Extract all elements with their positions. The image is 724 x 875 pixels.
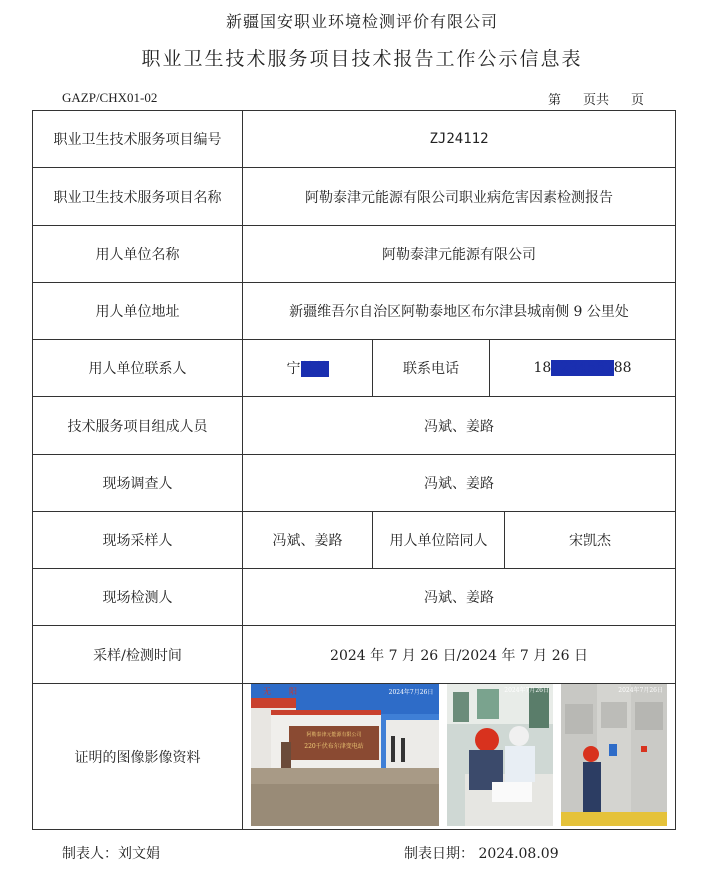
prepared-date: 制表日期： 2024.08.09 xyxy=(404,846,559,862)
employer-label: 用人单位名称 xyxy=(33,226,243,283)
page-label-1: 第 xyxy=(548,93,562,108)
testing-label: 现场检测人 xyxy=(33,569,243,626)
team-value: 冯斌、姜路 xyxy=(243,397,676,455)
contact-name-visible: 宁 xyxy=(286,361,301,377)
form-code: GAZP/CHX01-02 xyxy=(62,90,158,105)
preparer: 制表人：刘文娟 xyxy=(62,846,160,862)
employer-value: 阿勒泰津元能源有限公司 xyxy=(243,226,676,283)
team-label: 技术服务项目组成人员 xyxy=(33,397,243,455)
project-no-value: ZJ24112 xyxy=(243,111,676,168)
address-label: 用人单位地址 xyxy=(33,283,243,340)
time-label: 采样/检测时间 xyxy=(33,626,243,684)
project-name-value: 阿勒泰津元能源有限公司职业病危害因素检测报告 xyxy=(243,168,676,226)
row-sampling xyxy=(33,512,676,569)
phone-label: 联系电话 xyxy=(373,340,490,397)
row-project-name xyxy=(33,168,676,226)
photos-label: 证明的图像影像资料 xyxy=(33,684,243,830)
page-label-3: 页 xyxy=(631,93,645,108)
row-survey xyxy=(33,455,676,512)
photo-building-sign2: 阳 xyxy=(289,687,297,696)
photos-cell xyxy=(243,684,676,830)
phone-suffix: 88 xyxy=(613,360,632,376)
photo-building-sign: 无 xyxy=(263,687,271,696)
row-contact xyxy=(33,340,676,397)
page-label-2: 页共 xyxy=(583,93,610,108)
time-value: 2024 年 7 月 26 日/2024 年 7 月 26 日 xyxy=(243,626,676,684)
row-photos xyxy=(33,684,676,830)
page-number xyxy=(548,89,644,108)
photo-building-image xyxy=(251,684,439,826)
row-project-no xyxy=(33,111,676,168)
photo-building-wall-text-2: 220千伏布尔津变电站 xyxy=(304,743,364,750)
contact-name xyxy=(243,340,373,397)
row-time xyxy=(33,626,676,684)
row-address xyxy=(33,283,676,340)
survey-value: 冯斌、姜路 xyxy=(243,455,676,512)
photo-switchgear-drawing xyxy=(561,684,667,826)
photo-switchgear-timestamp: 2024年7月26日 xyxy=(618,687,663,694)
photo-building-wall-text-1: 阿勒泰津元能源有限公司 xyxy=(306,732,362,738)
company-name: 新疆国安职业环境检测评价有限公司 xyxy=(225,12,498,31)
project-name-label: 职业卫生技术服务项目名称 xyxy=(33,168,243,226)
contact-name-redaction: 某某 xyxy=(300,361,329,377)
photo-building-drawing xyxy=(251,684,439,826)
row-employer xyxy=(33,226,676,283)
survey-label: 现场调查人 xyxy=(33,455,243,512)
escort-label: 用人单位陪同人 xyxy=(373,512,505,569)
photo-workers-timestamp: 2024年7月26日 xyxy=(504,687,549,694)
address-value: 新疆维吾尔自治区阿勒泰地区布尔津县城南侧 9 公里处 xyxy=(243,283,676,340)
row-testing xyxy=(33,569,676,626)
info-table xyxy=(32,110,676,830)
escort-value: 宋凯杰 xyxy=(505,512,676,569)
sampling-value: 冯斌、姜路 xyxy=(243,512,373,569)
sampling-label: 现场采样人 xyxy=(33,512,243,569)
photo-workers-drawing xyxy=(447,684,553,826)
phone-value xyxy=(490,340,676,397)
photo-switchgear-image xyxy=(561,684,667,826)
phone-redaction: 1234567 xyxy=(551,360,614,376)
testing-value: 冯斌、姜路 xyxy=(243,569,676,626)
document-title: 职业卫生技术服务项目技术报告工作公示信息表 xyxy=(141,48,583,70)
contact-label: 用人单位联系人 xyxy=(33,340,243,397)
photo-building-timestamp: 2024年7月26日 xyxy=(388,689,434,696)
photo-workers-image xyxy=(447,684,553,826)
project-no-label: 职业卫生技术服务项目编号 xyxy=(33,111,243,168)
phone-prefix: 18 xyxy=(533,360,552,376)
row-team xyxy=(33,397,676,455)
